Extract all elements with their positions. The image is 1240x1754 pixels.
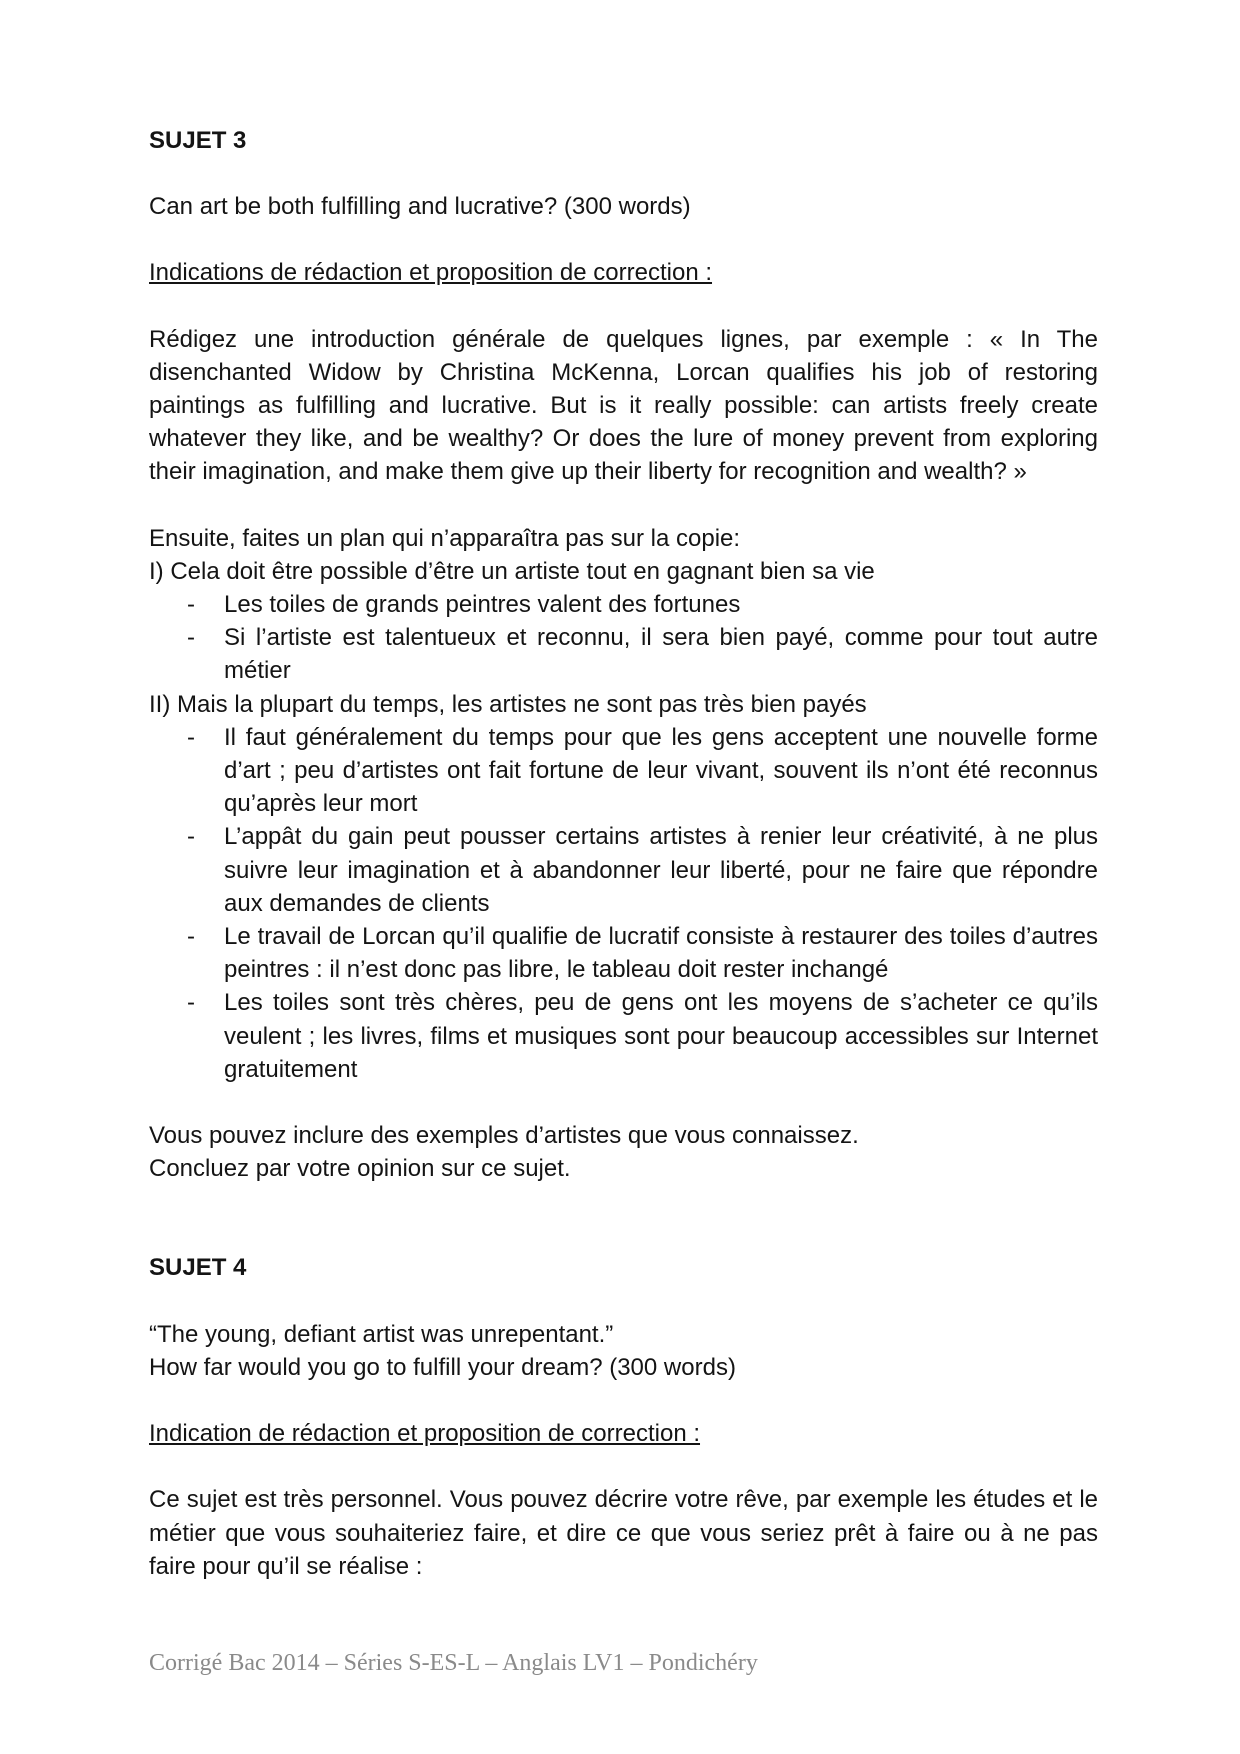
sujet4-heading: SUJET 4 bbox=[149, 1254, 247, 1282]
spacer bbox=[149, 1384, 1098, 1417]
part1-list bbox=[149, 588, 1098, 688]
sujet3-heading: SUJET 3 bbox=[149, 127, 247, 154]
list-item-text: Le travail de Lorcan qu’il qualifie de lucratif consiste à restaurer des toiles d’autres peintres : il n’est donc pas libre, le tableau doit rester inchangé bbox=[224, 923, 1098, 984]
sujet3-closing-1: Vous pouvez inclure des exemples d’artistes que vous connaissez. bbox=[149, 1122, 859, 1150]
part2-list bbox=[149, 721, 1098, 1086]
list-item-text: Les toiles sont très chères, peu de gens ont les moyens de s’acheter ce qu’ils veulent ; les livres, films et musiques sont pour beaucoup accessibles sur Internet gratuitement bbox=[224, 989, 1098, 1083]
list-item bbox=[149, 820, 1098, 920]
page-footer: Corrigé Bac 2014 – Séries S-ES-L – Anglais LV1 – Pondichéry bbox=[149, 1650, 758, 1676]
sujet3-closing-2: Concluez par votre opinion sur ce sujet. bbox=[149, 1155, 571, 1183]
spacer bbox=[149, 290, 1098, 323]
dash-marker: - bbox=[187, 823, 195, 851]
document-page bbox=[149, 124, 1098, 1583]
list-item bbox=[149, 588, 1098, 621]
sujet4-indications-title: Indication de rédaction et proposition de correction : bbox=[149, 1420, 701, 1448]
spacer bbox=[149, 223, 1098, 256]
sujet3-intro: Rédigez une introduction générale de quelques lignes, par exemple : « In The disenchanted Widow by Christina McKenna, Lorcan qualifies his job of restoring paintings as fulfilling and lucrative. But is it really possible: can artists freely create whatever they like, and be wealthy? Or does the lure of money prevent from exploring their imagination, and make them give up their liberty for recognition and wealth? » bbox=[149, 325, 1098, 486]
part2-title: II) Mais la plupart du temps, les artistes ne sont pas très bien payés bbox=[149, 690, 867, 718]
list-item bbox=[149, 920, 1098, 986]
dash-marker: - bbox=[187, 923, 195, 951]
list-item-text: Il faut généralement du temps pour que les gens acceptent une nouvelle forme d’art ; peu d’artistes ont fait fortune de leur vivant, souvent ils n’ont été reconnus qu’après leur mort bbox=[224, 723, 1098, 818]
list-item-text: Les toiles de grands peintres valent des fortunes bbox=[224, 591, 741, 619]
dash-marker: - bbox=[187, 723, 195, 751]
spacer bbox=[149, 157, 1098, 190]
sujet4-question: How far would you go to fulfill your dream? (300 words) bbox=[149, 1353, 736, 1381]
sujet4-quote: “The young, defiant artist was unrepentant.” bbox=[149, 1320, 614, 1348]
list-item-text: Si l’artiste est talentueux et reconnu, il sera bien payé, comme pour tout autre métier bbox=[224, 624, 1098, 685]
sujet3-plan-intro: Ensuite, faites un plan qui n’apparaîtra pas sur la copie: bbox=[149, 524, 741, 552]
spacer bbox=[149, 489, 1098, 522]
list-item bbox=[149, 721, 1098, 821]
list-item bbox=[149, 986, 1098, 1086]
dash-marker: - bbox=[187, 989, 195, 1017]
spacer bbox=[149, 1285, 1098, 1318]
sujet4-body: Ce sujet est très personnel. Vous pouvez décrire votre rêve, par exemple les études et le métier que vous souhaiteriez faire, et dire ce que vous seriez prêt à faire ou à ne pas faire pour qu’il se réalise : bbox=[149, 1486, 1098, 1580]
sujet3-indications-title: Indications de rédaction et proposition de correction : bbox=[149, 259, 713, 287]
sujet3-question: Can art be both fulfilling and lucrative? (300 words) bbox=[149, 193, 691, 221]
dash-marker: - bbox=[187, 624, 195, 652]
spacer bbox=[149, 1086, 1098, 1119]
list-item bbox=[149, 621, 1098, 687]
spacer bbox=[149, 1450, 1098, 1483]
part1-title: I) Cela doit être possible d’être un artiste tout en gagnant bien sa vie bbox=[149, 557, 875, 585]
dash-marker: - bbox=[187, 591, 195, 619]
list-item-text: L’appât du gain peut pousser certains artistes à renier leur créativité, à ne plus suivre leur imagination et à abandonner leur liberté, pour ne faire que répondre aux demandes de clients bbox=[224, 823, 1098, 917]
spacer bbox=[149, 1185, 1098, 1251]
